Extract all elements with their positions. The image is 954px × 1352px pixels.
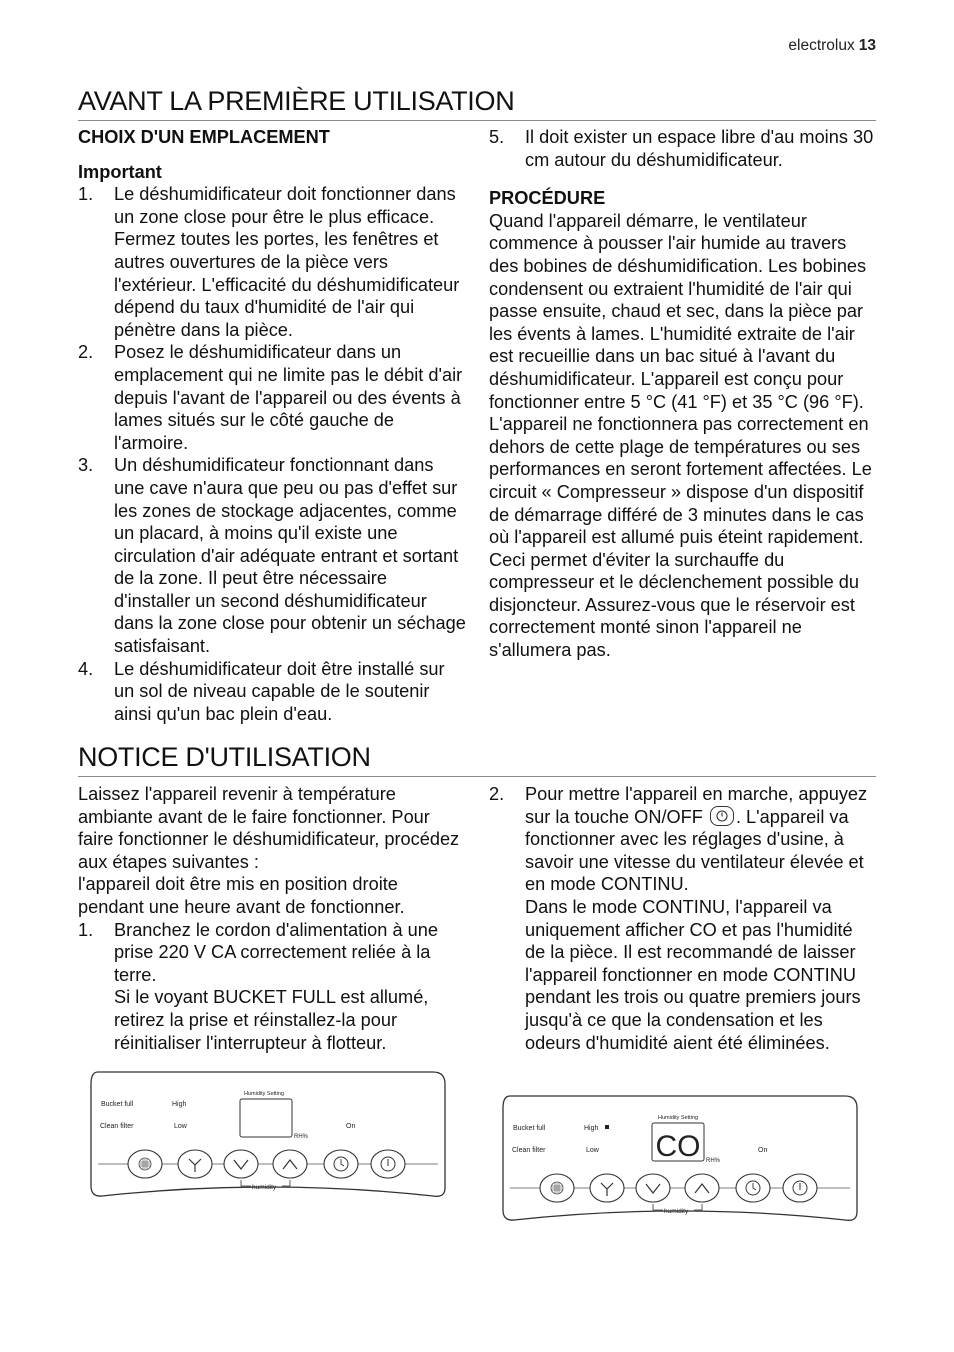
filter-button: [540, 1174, 574, 1202]
section1-left-column: [78, 126, 468, 725]
subheading-important: Important: [78, 161, 162, 182]
humidity-label: humidity: [252, 1184, 277, 1191]
humidity-display: [240, 1099, 292, 1137]
list-item: 1. Branchez le cordon d'alimentation à une prise 220 V CA correctement reliée à la terre. Si le voyant BUCKET FULL est allumé, retirez la prise et réinstallez-la pour réinitialiser l'interrupteur à flotteur.: [78, 919, 438, 1053]
section1-right-column: [489, 126, 878, 662]
heading-procedure: PROCÉDURE: [489, 188, 606, 209]
humidity-down-button: [636, 1174, 670, 1202]
rh-label: RH%: [294, 1134, 309, 1140]
humidity-up-button: [685, 1174, 719, 1202]
filter-button: [128, 1150, 162, 1178]
section2-left-column: [78, 783, 468, 1054]
on-label: On: [346, 1123, 356, 1130]
power-button: [783, 1174, 817, 1202]
power-button-icon: [710, 806, 734, 826]
list-item: 2. Pour mettre l'appareil en marche, appuyez sur la touche ON/OFF . L'appareil va fonctionner avec les réglages d'usine, à savoir une vitesse du ventilateur élevée et en mode CONTINU. Dans le mode CONTINU, l'appareil va uniquement afficher CO et pas l'humidité de la pièce. Il est recommandé de laisser l'appareil fonctionner en mode CONTINU pendant les trois ou quatre premiers jours jusqu'à ce que la condensation et les odeurs d'humidité aient été éliminées.: [489, 784, 868, 1053]
clean-filter-label: Clean filter: [512, 1147, 546, 1154]
bucket-full-label: Bucket full: [513, 1125, 546, 1132]
list-item: 2. Posez le déshumidificateur dans un emplacement qui ne limite pas le débit d'air depuis l'avant de l'appareil ou des évents à lames situés sur le côté gauche de l'armoire.: [78, 342, 463, 453]
item-5-list: [489, 126, 878, 171]
high-label: High: [584, 1125, 599, 1132]
control-panel-illustration-left: [88, 1070, 448, 1200]
high-indicator-light: [605, 1125, 609, 1129]
list-item: 5. Il doit exister un espace libre d'au moins 30 cm autour du déshumidificateur.: [489, 127, 874, 170]
display-readout: CO: [655, 1130, 701, 1163]
fan-button: [178, 1150, 212, 1178]
low-label: Low: [586, 1147, 599, 1154]
section2-right-column: [489, 783, 874, 1054]
list-item: 1. Le déshumidificateur doit fonctionner dans un zone close pour être le plus efficace. Fermez toutes les portes, les fenêtres et autres ouvertures de la pièce vers l'extérieur. L'efficacité du déshumidificateur dépend du taux d'humidité de l'air qui pénètre dans la pièce.: [78, 184, 460, 340]
humidity-setting-label: Humidity Setting: [244, 1091, 285, 1097]
timer-button: [736, 1174, 770, 1202]
section-title-avant: AVANT LA PREMIÈRE UTILISATION: [78, 86, 876, 121]
low-label: Low: [174, 1123, 187, 1130]
rh-label: RH%: [706, 1158, 721, 1164]
intro-paragraph-2: l'appareil doit être mis en position droite pendant une heure avant de fonctionner.: [78, 874, 405, 917]
notice-list-left: [78, 919, 468, 1055]
bucket-full-label: Bucket full: [101, 1101, 134, 1108]
important-list: [78, 183, 468, 725]
brand-name: electrolux: [788, 37, 855, 54]
on-label: On: [758, 1147, 768, 1154]
clean-filter-label: Clean filter: [100, 1123, 134, 1130]
humidity-down-button: [224, 1150, 258, 1178]
humidity-up-button: [273, 1150, 307, 1178]
humidity-setting-label: Humidity Setting: [658, 1115, 699, 1121]
fan-button: [590, 1174, 624, 1202]
list-item: 4. Le déshumidificateur doit être installé sur un sol de niveau capable de le soutenir ainsi qu'un bac plein d'eau.: [78, 658, 445, 724]
heading-choix-emplacement: CHOIX D'UN EMPLACEMENT: [78, 127, 330, 147]
humidity-label: humidity: [664, 1208, 689, 1215]
high-label: High: [172, 1101, 187, 1108]
page-header: [788, 37, 876, 55]
notice-list-right: [489, 783, 874, 1054]
intro-paragraph: Laissez l'appareil revenir à température ambiante avant de le faire fonctionner. Pour faire fonctionner le déshumidificateur, procédez aux étapes suivantes :: [78, 784, 460, 872]
list-item: 3. Un déshumidificateur fonctionnant dans une cave n'aura que peu ou pas d'effet sur les zones de stockage adjacentes, comme un placard, à moins qu'il existe une circulation d'air adéquate entrant et sortant de la zone. Il peut être nécessaire d'installer un second déshumidificateur dans la zone close pour obtenir un séchage satisfaisant.: [78, 455, 466, 657]
procedure-paragraph: Quand l'appareil démarre, le ventilateur commence à pousser l'air humide au travers des bobines de déshumidification. Les bobines condensent ou extraient l'humidité de l'air qui passe ensuite, chaud et sec, dans la pièce par les évents à lames. L'humidité extraite de l'air est recueillie dans un bac situé à l'avant du déshumidificateur. L'appareil est conçu pour fonctionner entre 5 °C (41 °F) et 35 °C (96 °F). L'appareil ne fonctionnera pas correctement en dehors de cette plage de températures ou ses performances en seront fortement affectées. Le circuit « Compresseur » dispose d'un dispositif de démarrage différé de 3 minutes dans le cas où l'appareil est allumé puis éteint rapidement. Ceci permet d'éviter la surchauffe du compresseur et le déclenchement possible du disjoncteur. Assurez-vous que le réservoir est correctement monté sinon l'appareil ne s'allumera pas.: [489, 210, 872, 661]
power-button: [371, 1150, 405, 1178]
section-title-notice: NOTICE D'UTILISATION: [78, 742, 876, 777]
timer-button: [324, 1150, 358, 1178]
control-panel-illustration-right: [500, 1094, 860, 1224]
page-number: 13: [858, 37, 876, 54]
